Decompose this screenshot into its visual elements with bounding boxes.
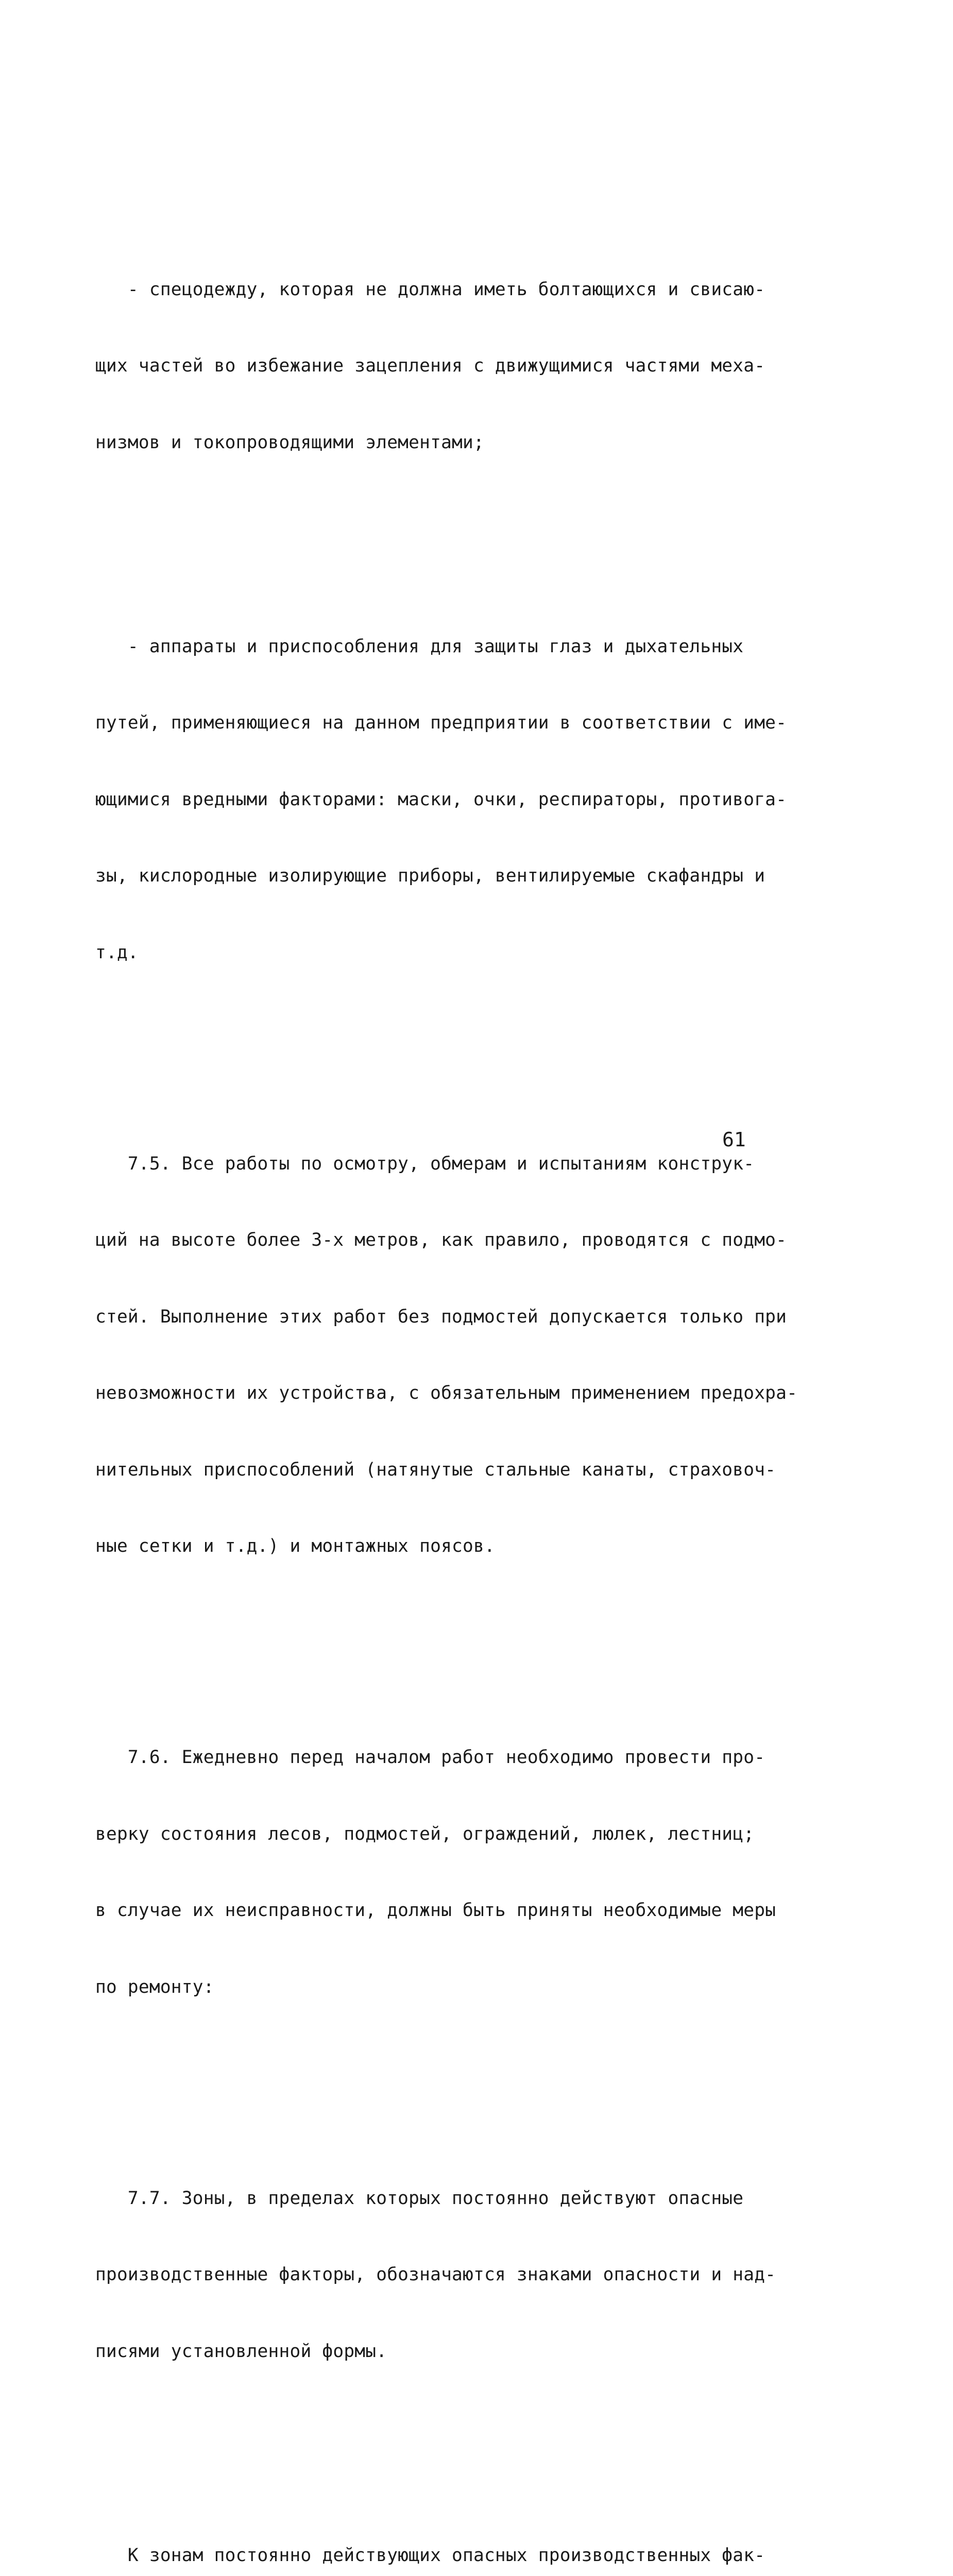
text-line: верку состояния лесов, подмостей, ограждений, люлек, лестниц; [95,1822,796,1848]
paragraph-protective-devices [95,583,796,1017]
text-line: - аппараты и приспособления для защиты глаз и дыхательных [95,634,796,660]
text-line: т.д. [95,940,796,966]
text-line: ные сетки и т.д.) и монтажных поясов. [95,1534,796,1560]
text-line: 7.5. Все работы по осмотру, обмерам и испытаниям конструк- [95,1151,796,1177]
paragraph-hazard-zones-intro [95,2492,796,2576]
text-line: невозможности их устройства, с обязательным применением предохра- [95,1381,796,1406]
text-line: 7.6. Ежедневно перед началом работ необходимо провести про- [95,1745,796,1771]
text-line: в случае их неисправности, должны быть приняты необходимые меры [95,1898,796,1924]
text-line: щих частей во избежание зацепления с движущимися частями меха- [95,353,796,379]
text-line: путей, применяющиеся на данном предприятии в соответствии с име- [95,710,796,736]
paragraph-7-7 [95,2135,796,2416]
paragraph-7-6 [95,1694,796,2051]
text-line: низмов и токопроводящими элементами; [95,430,796,456]
text-line: нительных приспособлений (натянутые стальные канаты, страховоч- [95,1458,796,1483]
body-text [95,149,796,2576]
paragraph-7-5 [95,1100,796,1611]
paragraph-workwear [95,226,796,507]
text-line: 7.7. Зоны, в пределах которых постоянно действуют опасные [95,2186,796,2212]
page-number: 61 [722,1128,746,1151]
text-line: стей. Выполнение этих работ без подмостей допускается только при [95,1304,796,1330]
text-line: производственные факторы, обозначаются знаками опасности и над- [95,2262,796,2288]
text-line: К зонам постоянно действующих опасных производственных фак- [95,2543,796,2569]
text-line: - спецодежду, которая не должна иметь болтающихся и свисаю- [95,277,796,303]
text-line: по ремонту: [95,1975,796,2001]
text-line: ющимися вредными факторами: маски, очки, респираторы, противога- [95,787,796,813]
text-line: ций на высоте более 3-х метров, как правило, проводятся с подмо- [95,1228,796,1253]
text-line: писями установленной формы. [95,2339,796,2365]
text-line: зы, кислородные изолирующие приборы, вентилируемые скафандры и [95,863,796,889]
